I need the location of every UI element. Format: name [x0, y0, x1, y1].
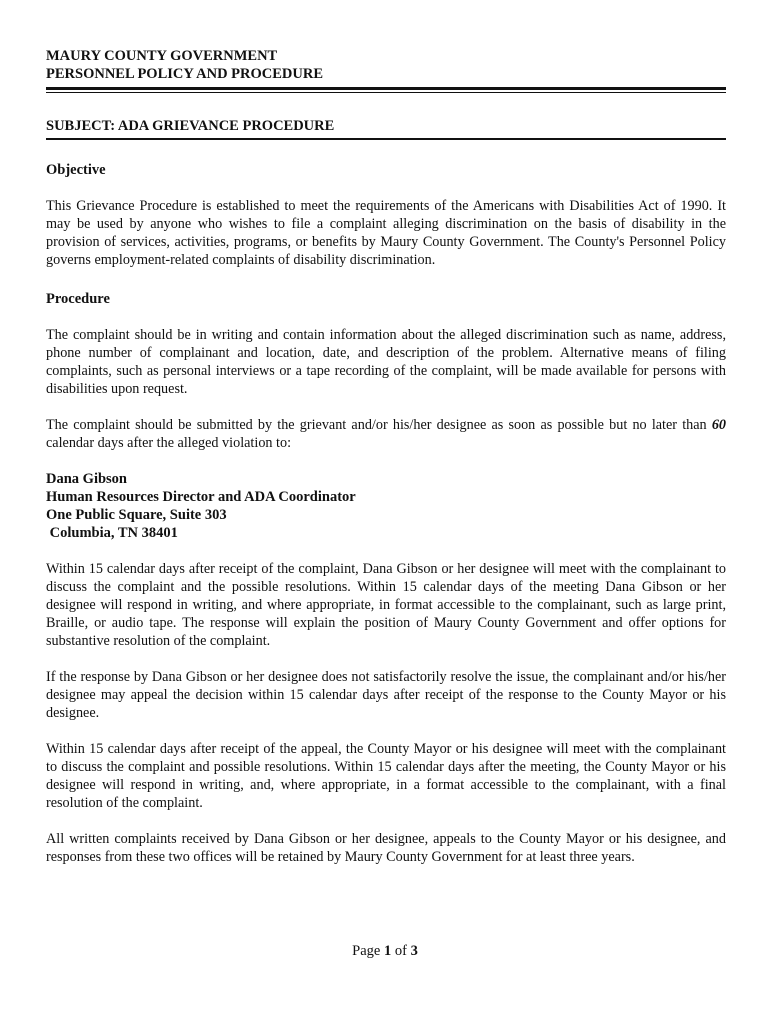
page-total: 3 — [410, 943, 418, 959]
subject-line: SUBJECT: ADA GRIEVANCE PROCEDURE — [46, 118, 335, 134]
coordinator-title: Human Resources Director and ADA Coordinator — [46, 489, 356, 505]
procedure-paragraph-3: Within 15 calendar days after receipt of the complaint, Dana Gibson or her designee will meet with the complainant to discuss the complaint and the possible resolutions. Within 15 calendar days of the meeting Dana Gibson or her designee will respond in writing, and where appropriate, in format accessible to the complainant, such as large print, Braille, or audio tape. The response will explain the position of Maury County Government and offer options for substantive resolution of the complaint. — [46, 561, 726, 649]
of-label: of — [391, 943, 411, 959]
procedure-paragraph-2 — [46, 416, 726, 452]
page-label: Page — [352, 943, 384, 959]
org-name: MAURY COUNTY GOVERNMENT — [46, 48, 278, 64]
page-number: 1 — [383, 943, 392, 959]
address-city: Columbia, TN 38401 — [46, 525, 178, 541]
header-divider — [46, 87, 726, 93]
procedure-paragraph-4: If the response by Dana Gibson or her designee does not satisfactorily resolve the issue, the complainant and/or his/her designee may appeal the decision within 15 calendar days after receipt of the response to the County Mayor or his designee. — [46, 669, 726, 721]
objective-heading: Objective — [46, 162, 106, 178]
subject-divider — [46, 138, 726, 140]
address-street: One Public Square, Suite 303 — [46, 507, 227, 523]
page-footer — [0, 943, 770, 960]
coordinator-name: Dana Gibson — [46, 471, 127, 487]
policy-title: PERSONNEL POLICY AND PROCEDURE — [46, 66, 324, 82]
deadline-days: 60 — [711, 417, 726, 433]
p2-text-after: calendar days after the alleged violation to: — [46, 435, 292, 451]
p2-text-before: The complaint should be submitted by the grievant and/or his/her designee as soon as possible but no later than — [46, 417, 712, 433]
procedure-paragraph-6: All written complaints received by Dana Gibson or her designee, appeals to the County Mayor or his designee, and responses from these two offices will be retained by Maury County Government for at least three years. — [46, 831, 726, 865]
coordinator-address — [46, 470, 726, 542]
objective-paragraph: This Grievance Procedure is established to meet the requirements of the Americans with Disabilities Act of 1990. It may be used by anyone who wishes to file a complaint alleging discrimination on the basis of disability in the provision of services, activities, programs, or benefits by Maury County Government. The County's Personnel Policy governs employment-related complaints of disability discrimination. — [46, 198, 726, 268]
procedure-heading: Procedure — [46, 291, 110, 307]
procedure-paragraph-5: Within 15 calendar days after receipt of the appeal, the County Mayor or his designee will meet with the complainant to discuss the complaint and possible resolutions. Within 15 calendar days after the meeting, the County Mayor or his designee will respond in writing, and, where appropriate, in a format accessible to the complainant, with a final resolution of the complaint. — [46, 741, 726, 811]
procedure-paragraph-1: The complaint should be in writing and contain information about the alleged discrimination such as name, address, phone number of complainant and location, date, and description of the problem. Alternative means of filing complaints, such as personal interviews or a tape recording of the complaint, will be made available for persons with disabilities upon request. — [46, 327, 726, 397]
document-page — [46, 47, 726, 866]
